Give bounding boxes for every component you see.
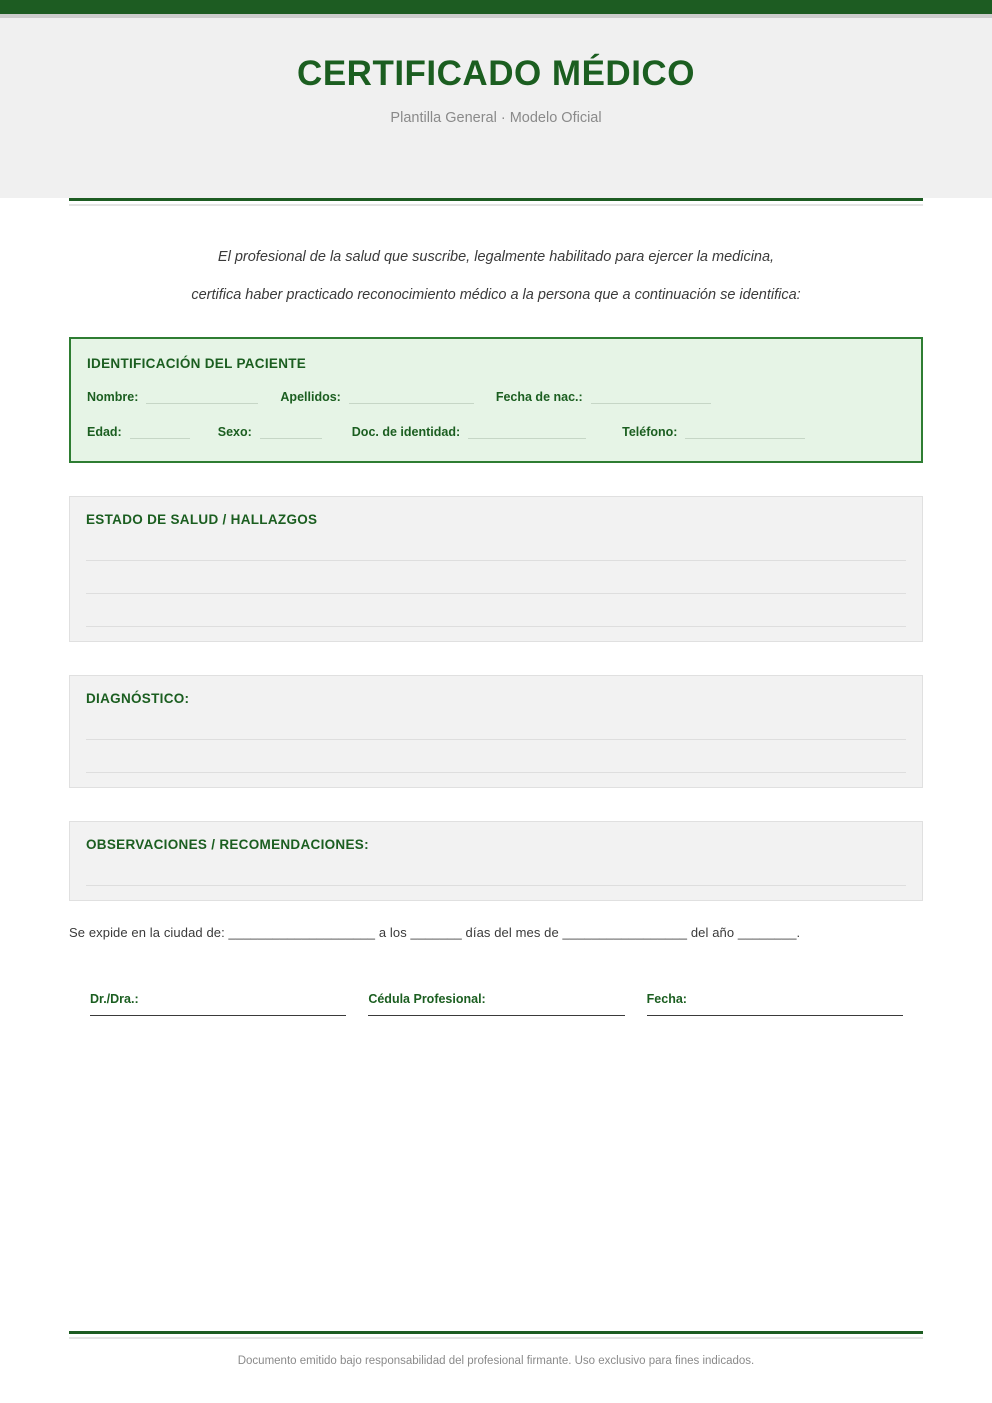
signature-date-line[interactable] [647,1015,903,1016]
health-status-line-1[interactable] [86,527,906,561]
observations-section [69,821,923,901]
footer-note: Documento emitido bajo responsabilidad del profesional firmante. Uso exclusivo para fines indicados. [237,1355,755,1367]
header-divider-gray [69,204,923,206]
patient-field-row-2 [87,426,905,439]
field-sexo[interactable] [218,426,322,439]
field-sexo-label: Sexo: [217,425,252,440]
signature-license-label: Cédula Profesional: [368,992,486,1007]
health-status-line-2[interactable] [86,561,906,594]
patient-identification-section [69,337,923,463]
field-nombre-label: Nombre: [87,390,139,405]
field-telefono[interactable] [622,426,805,439]
field-apellidos-label: Apellidos: [280,390,341,405]
document-footer [0,1331,992,1367]
health-status-heading: ESTADO DE SALUD / HALLAZGOS [86,511,318,527]
top-accent-bar [0,0,992,14]
patient-section-heading: IDENTIFICACIÓN DEL PACIENTE [87,355,307,371]
diagnosis-line-2[interactable] [86,740,906,773]
field-edad-input[interactable] [130,426,190,439]
diagnosis-line-1[interactable] [86,706,906,740]
signature-doctor-label: Dr./Dra.: [90,992,139,1007]
health-status-line-3[interactable] [86,594,906,627]
patient-field-row-1 [87,391,905,404]
header-divider-green [69,198,923,201]
field-nombre-input[interactable] [146,391,258,404]
observations-heading: OBSERVACIONES / RECOMENDACIONES: [86,836,369,852]
field-telefono-label: Teléfono: [622,425,678,440]
field-apellidos[interactable] [280,391,473,404]
field-apellidos-input[interactable] [349,391,474,404]
header-divider [0,198,992,206]
field-documento-identidad-input[interactable] [468,426,586,439]
signature-date-label: Fecha: [646,992,687,1007]
diagnosis-section [69,675,923,788]
signature-license-line[interactable] [368,1015,624,1016]
field-fecha-nacimiento[interactable] [496,391,711,404]
footer-divider-green [69,1331,923,1334]
field-sexo-input[interactable] [260,426,322,439]
intro-statement [69,250,923,304]
field-nombre[interactable] [87,391,258,404]
field-documento-identidad[interactable] [352,426,586,439]
signature-doctor [90,992,346,1016]
intro-line-2: certifica haber practicado reconocimiento médico a la persona que a continuación se identifica: [191,286,801,303]
document-header [0,18,992,198]
signature-block [69,992,923,1016]
diagnosis-heading: DIAGNÓSTICO: [86,690,190,706]
field-edad[interactable] [87,426,190,439]
field-fecha-nacimiento-input[interactable] [591,391,711,404]
field-edad-label: Edad: [87,425,122,440]
signature-date [647,992,903,1016]
observations-line-1[interactable] [86,852,906,886]
page-subtitle: Plantilla General · Modelo Oficial [390,110,602,127]
signature-doctor-line[interactable] [90,1015,346,1016]
field-fecha-nacimiento-label: Fecha de nac.: [495,390,583,405]
health-status-section [69,496,923,642]
field-telefono-input[interactable] [685,426,805,439]
field-documento-identidad-label: Doc. de identidad: [351,425,461,440]
expedition-statement: Se expide en la ciudad de: ____________________ a los _______ días del mes de _________________ del año ________. [69,924,801,940]
page-title: CERTIFICADO MÉDICO [297,54,695,93]
footer-divider-gray [69,1337,923,1339]
document-body [0,250,992,1016]
intro-line-1: El profesional de la salud que suscribe, legalmente habilitado para ejercer la medicina, [217,249,775,265]
signature-license [368,992,624,1016]
